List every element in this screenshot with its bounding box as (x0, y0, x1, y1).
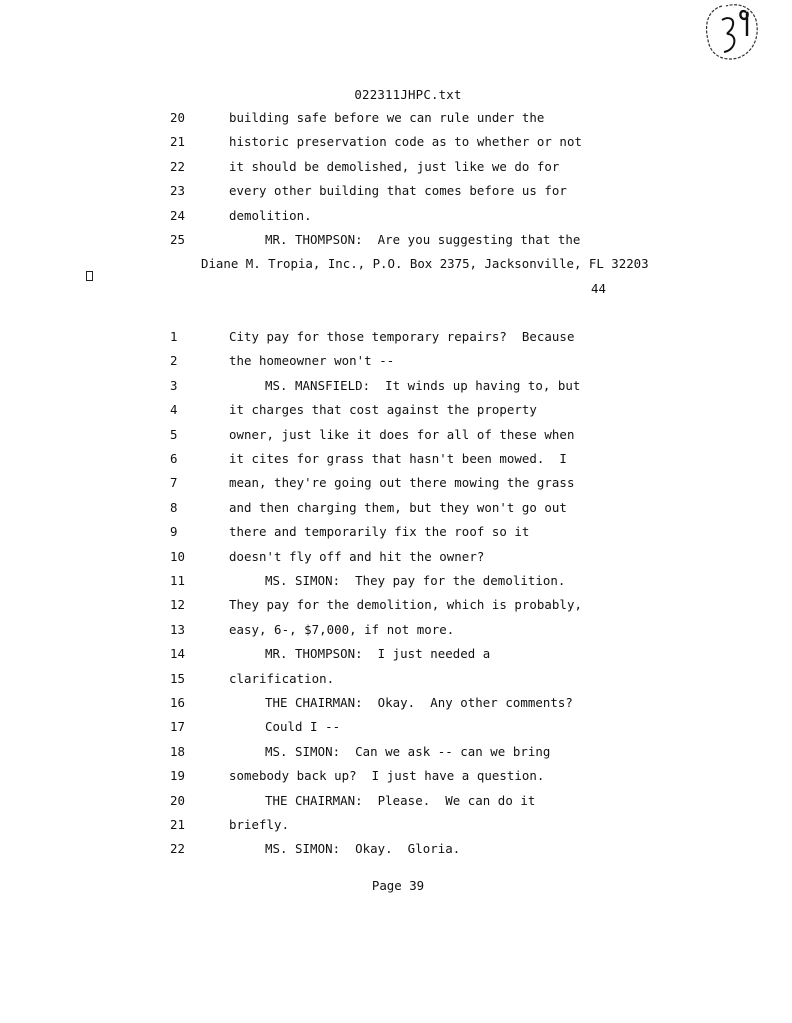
line-number: 8 (170, 499, 178, 515)
line-text: briefly. (229, 817, 290, 832)
reporter-footer: Diane M. Tropia, Inc., P.O. Box 2375, Jacksonville, FL 32203 (201, 256, 649, 271)
line-text: clarification. (229, 670, 335, 686)
line-number: 12 (170, 597, 185, 613)
line-text: the homeowner won't -- (229, 353, 395, 369)
line-text: owner, just like it does for all of these when (229, 426, 575, 442)
line-number: 21 (170, 134, 185, 150)
line-number: 14 (170, 646, 185, 662)
line-number: 21 (170, 817, 185, 832)
line-number: 13 (170, 621, 185, 637)
line-number: 11 (170, 573, 185, 588)
line-text: doesn't fly off and hit the owner? (229, 548, 485, 564)
line-text: it should be demolished, just like we do for (229, 158, 560, 174)
file-title: 022311JHPC.txt (354, 87, 462, 102)
line-text: building safe before we can rule under the (229, 110, 545, 125)
line-number: 3 (170, 377, 178, 393)
line-text: every other building that comes before us for (229, 183, 567, 199)
line-number: 5 (170, 426, 178, 442)
line-number: 22 (170, 841, 185, 857)
page-footer: Page 39 (371, 878, 425, 893)
line-number: 18 (170, 743, 185, 759)
handwritten-page-number-mark (700, 2, 762, 64)
line-number: 19 (170, 768, 185, 784)
line-number: 20 (170, 110, 185, 125)
line-text: MR. THOMPSON: I just needed a (265, 646, 491, 662)
line-text: somebody back up? I just have a question. (229, 768, 545, 784)
line-number: 10 (170, 548, 185, 564)
line-number: 2 (170, 353, 178, 369)
line-number: 17 (170, 719, 185, 735)
line-text: MR. THOMPSON: Are you suggesting that the (265, 232, 581, 247)
line-text: MS. SIMON: Can we ask -- can we bring (265, 743, 551, 759)
scan-box-mark (86, 271, 93, 281)
line-number: 7 (170, 475, 178, 491)
line-number: 1 (170, 329, 178, 344)
line-text: historic preservation code as to whether or not (229, 134, 582, 150)
line-text: MS. MANSFIELD: It winds up having to, but (265, 377, 581, 393)
line-text: demolition. (229, 207, 312, 223)
line-text: THE CHAIRMAN: Okay. Any other comments? (265, 695, 573, 710)
line-number: 24 (170, 207, 185, 223)
line-number: 6 (170, 451, 178, 466)
line-text: it cites for grass that hasn't been mowed. I (229, 451, 567, 466)
line-number: 15 (170, 670, 185, 686)
line-text: mean, they're going out there mowing the grass (229, 475, 575, 491)
line-text: City pay for those temporary repairs? Because (229, 329, 575, 344)
line-text: They pay for the demolition, which is probably, (229, 597, 582, 613)
line-number: 20 (170, 792, 185, 808)
line-number: 9 (170, 524, 178, 540)
line-text: THE CHAIRMAN: Please. We can do it (265, 792, 536, 808)
line-text: easy, 6-, $7,000, if not more. (229, 621, 455, 637)
line-number: 25 (170, 232, 185, 247)
line-text: it charges that cost against the property (229, 402, 537, 418)
line-text: MS. SIMON: They pay for the demolition. (265, 573, 566, 588)
line-number: 23 (170, 183, 185, 199)
line-text: Could I -- (265, 719, 341, 735)
line-number: 22 (170, 158, 185, 174)
original-page-number: 44 (591, 281, 606, 296)
line-number: 16 (170, 695, 185, 710)
line-text: there and temporarily fix the roof so it (229, 524, 530, 540)
line-text: MS. SIMON: Okay. Gloria. (265, 841, 461, 857)
line-number: 4 (170, 402, 178, 418)
line-text: and then charging them, but they won't go out (229, 499, 567, 515)
